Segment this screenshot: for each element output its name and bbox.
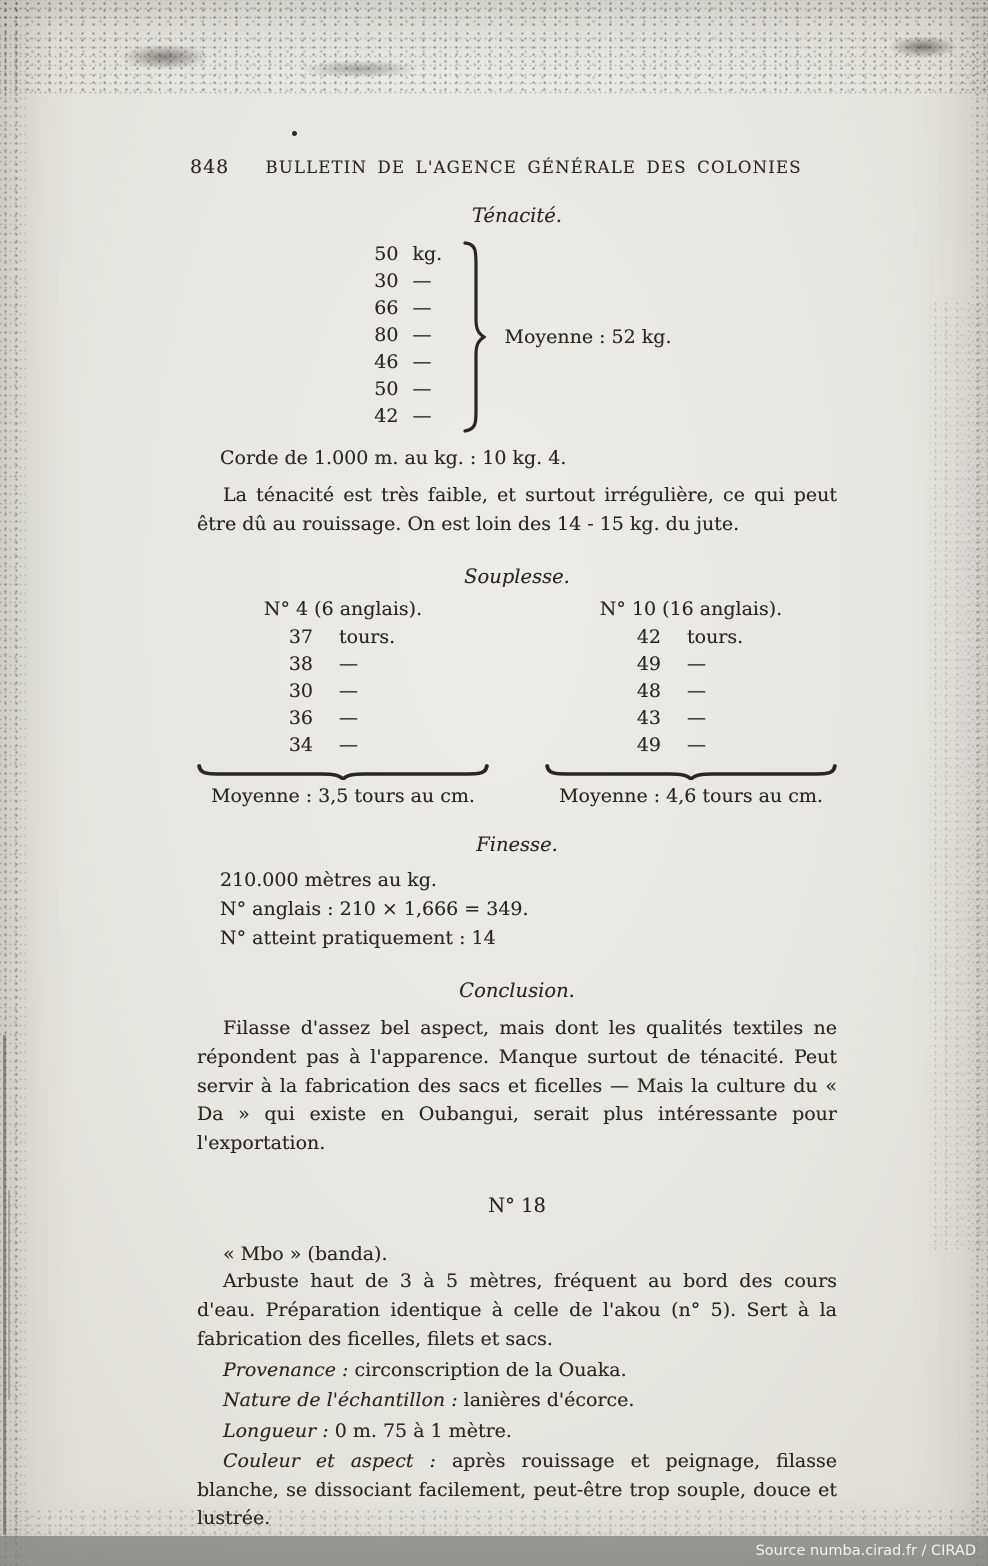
unit: — (687, 679, 706, 702)
value: 30 (288, 679, 313, 702)
ink-blotch (888, 36, 958, 58)
unit: tours. (687, 625, 744, 648)
column-values-list (545, 626, 837, 761)
section-title-tenacite: Ténacité. (472, 204, 562, 227)
underbrace-icon (197, 764, 489, 780)
tenacity-measurements (197, 239, 837, 435)
fineness-line: 210.000 mètres au kg. (220, 868, 437, 891)
unit: — (687, 733, 706, 756)
page-number: 848 (190, 156, 230, 178)
page-content (0, 204, 988, 1533)
tenacity-value: 50 (374, 377, 399, 400)
value: 38 (288, 652, 313, 675)
scan-noise-top-band (0, 30, 988, 94)
underbrace-icon (545, 764, 837, 780)
value-row (283, 734, 403, 761)
tenacity-row (362, 297, 458, 324)
detail-provenance (197, 1356, 837, 1385)
column-heading: N° 4 (6 anglais). (263, 597, 423, 620)
detail-label: Provenance : (223, 1358, 349, 1381)
detail-label: Nature de l'échantillon : (223, 1389, 458, 1412)
section-title-finesse: Finesse. (476, 832, 558, 856)
value: 43 (636, 706, 661, 729)
fineness-line: N° anglais : 210 × 1,666 = 349. (220, 897, 529, 920)
tenacity-values-list (362, 243, 458, 432)
unit: — (339, 733, 358, 756)
value-row (283, 707, 403, 734)
value: 37 (288, 625, 313, 648)
tenacity-value: 50 (374, 242, 399, 265)
value-row (631, 626, 751, 653)
tenacity-value: 46 (374, 350, 399, 373)
value-row (631, 653, 751, 680)
detail-text: circonscription de la Ouaka. (354, 1358, 627, 1381)
unit: — (339, 706, 358, 729)
tenacity-unit: — (412, 296, 432, 319)
suppleness-columns (197, 598, 837, 807)
source-attribution-bar (0, 1536, 988, 1566)
tenacity-row (362, 324, 458, 351)
tenacity-average: Moyenne : 52 kg. (504, 326, 672, 348)
column-values-list (197, 626, 489, 761)
fineness-line: N° atteint pratiquement : 14 (220, 926, 496, 949)
detail-nature (197, 1386, 837, 1415)
unit: tours. (339, 625, 396, 648)
tenacity-unit: — (412, 269, 432, 292)
section-title-conclusion: Conclusion. (459, 978, 575, 1002)
value-row (283, 626, 403, 653)
tenacity-unit: — (412, 404, 432, 427)
detail-label: Couleur et aspect : (223, 1450, 436, 1473)
tenacity-value: 30 (374, 269, 399, 292)
unit: — (339, 679, 358, 702)
value: 34 (288, 733, 313, 756)
tenacity-unit: kg. (412, 242, 443, 265)
value-row (631, 734, 751, 761)
value: 36 (288, 706, 313, 729)
unit: — (339, 652, 358, 675)
value-row (283, 653, 403, 680)
tenacity-row (362, 378, 458, 405)
value: 42 (636, 625, 661, 648)
tenacity-unit: — (412, 350, 432, 373)
source-attribution: Source numba.cirad.fr / CIRAD (755, 1543, 976, 1559)
tenacity-unit: — (412, 377, 432, 400)
tenacity-value: 66 (374, 296, 399, 319)
fineness-lines (220, 866, 838, 953)
value-row (631, 680, 751, 707)
section-title-souplesse: Souplesse. (464, 564, 570, 588)
tenacity-paragraph: La ténacité est très faible, et surtout irrégulière, ce qui peut être dû au rouissage. On est loin des 14 - 15 kg. du jute. (197, 484, 837, 535)
unit: — (687, 706, 706, 729)
tenacity-row (362, 405, 458, 432)
ink-blotch (300, 60, 420, 78)
suppleness-column-n4 (197, 598, 489, 807)
unit: — (687, 652, 706, 675)
column-average: Moyenne : 3,5 tours au cm. (211, 784, 475, 807)
column-heading: N° 10 (16 anglais). (599, 597, 783, 620)
suppleness-column-n10 (545, 598, 837, 807)
value-row (631, 707, 751, 734)
specimen-description: Arbuste haut de 3 à 5 mètres, fréquent au bord des cours d'eau. Préparation identique à celle de l'akou (n° 5). Sert à la fabrication des ficelles, filets et sacs. (197, 1270, 837, 1350)
value: 49 (636, 733, 661, 756)
tenacity-unit: — (412, 323, 432, 346)
right-brace-icon (462, 239, 486, 435)
value: 48 (636, 679, 661, 702)
ink-blotch (120, 44, 210, 70)
specimen-name: « Mbo » (banda). (223, 1243, 388, 1266)
tenacity-row (362, 351, 458, 378)
tenacity-row (362, 270, 458, 297)
detail-text: lanières d'écorce. (463, 1389, 635, 1412)
detail-text: après rouissage et peignage, filasse blanche, se dissociant facilement, peut-être trop souple, douce et lustrée. (197, 1450, 837, 1530)
conclusion-paragraph: Filasse d'assez bel aspect, mais dont les qualités textiles ne répondent pas à l'apparence. Manque surtout de ténacité. Peut servir à la fabrication des sacs et ficelles — Mais la culture du « Da » qui existe en Oubangui, serait plus intéressante pour l'exportation. (197, 1016, 837, 1155)
column-average: Moyenne : 4,6 tours au cm. (559, 784, 823, 807)
detail-couleur (197, 1447, 837, 1533)
detail-longueur (197, 1417, 837, 1446)
scan-noise-top-edge (0, 0, 988, 26)
value-row (283, 680, 403, 707)
value: 49 (636, 652, 661, 675)
ink-dot (292, 131, 297, 136)
detail-label: Longueur : (223, 1419, 329, 1442)
tenacity-row (362, 243, 458, 270)
page-header (190, 156, 838, 178)
section-title-n18: N° 18 (488, 1194, 546, 1218)
rope-weight-line: Corde de 1.000 m. au kg. : 10 kg. 4. (220, 447, 567, 469)
tenacity-value: 80 (374, 323, 399, 346)
journal-title: BULLETIN DE L'AGENCE GÉNÉRALE DES COLONIES (265, 158, 802, 177)
detail-text: 0 m. 75 à 1 mètre. (334, 1419, 512, 1442)
tenacity-value: 42 (374, 404, 399, 427)
